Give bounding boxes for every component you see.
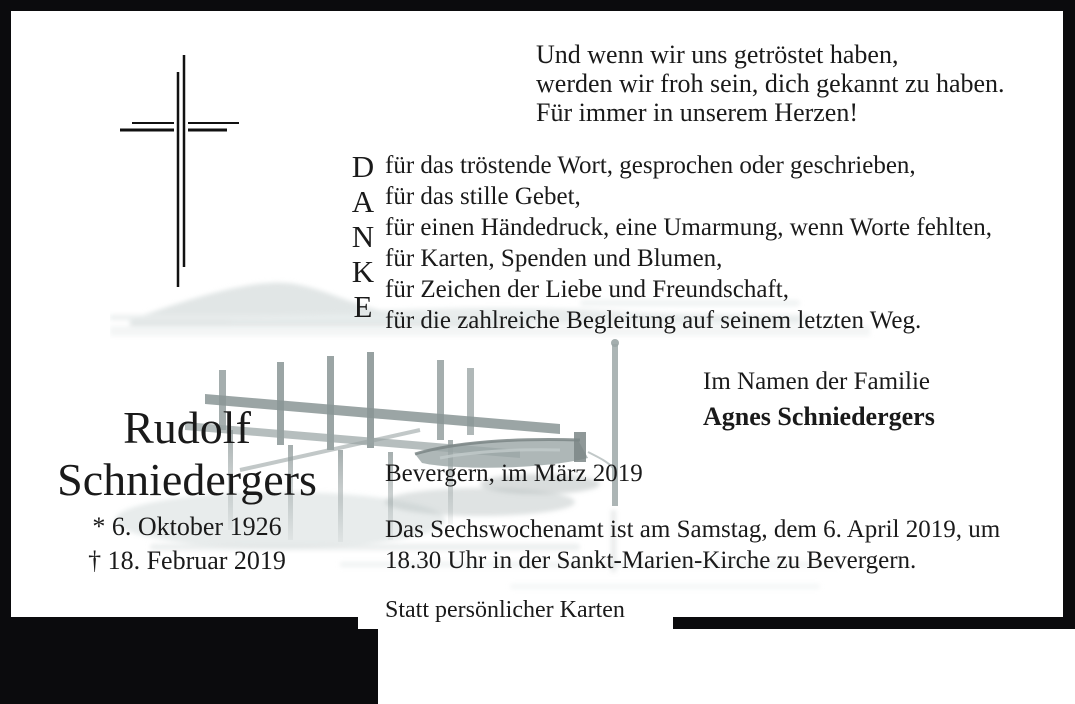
service-line: Das Sechswochenamt ist am Samstag, dem 6. April 2019, um <box>385 516 1001 543</box>
quote-line: Für immer in unserem Herzen! <box>536 98 859 127</box>
frame-border-right <box>1063 0 1075 629</box>
place-date-line: Bevergern, im März 2019 <box>385 460 643 487</box>
service-line: 18.30 Uhr in der Sankt-Marien-Kirche zu Bevergern. <box>385 547 917 574</box>
thanks-item: für das tröstende Wort, gesprochen oder geschrieben, <box>385 152 916 179</box>
deceased-first-name: Rudolf <box>123 402 251 453</box>
thanks-item: für das stille Gebet, <box>385 183 581 210</box>
frame-border-top <box>0 0 1075 11</box>
danke-vertical-word <box>344 149 382 324</box>
frame-border-left <box>0 0 11 629</box>
family-intro: Im Namen der Familie <box>703 368 931 395</box>
thanks-item: für Karten, Spenden und Blumen, <box>385 245 723 272</box>
condolence-quote <box>536 40 1005 127</box>
danke-letter: N <box>351 219 375 254</box>
death-date: † 18. Februar 2019 <box>88 546 286 575</box>
deceased-last-name: Schniedergers <box>57 454 317 505</box>
quote-line: Und wenn wir uns getröstet haben, <box>536 40 899 69</box>
thanks-item: für die zahlreiche Begleitung auf seinem letzten Weg. <box>385 307 922 334</box>
frame-border-bottom-right-segment <box>673 617 1075 629</box>
danke-letter: D <box>351 149 375 184</box>
memorial-cross-icon <box>105 45 255 300</box>
danke-letter: K <box>351 254 375 289</box>
adjacent-black-block <box>0 629 378 704</box>
thanks-item: für Zeichen der Liebe und Freundschaft, <box>385 276 790 303</box>
quote-line: werden wir froh sein, dich gekannt zu haben. <box>536 69 1005 98</box>
frame-border-bottom-left-segment <box>0 617 358 629</box>
family-signature-block <box>703 366 935 432</box>
danke-letter: A <box>351 184 375 219</box>
service-announcement <box>385 514 1000 576</box>
closing-line: Statt persönlicher Karten <box>385 597 625 623</box>
family-signature-name: Agnes Schniedergers <box>703 402 935 431</box>
deceased-block <box>20 402 354 578</box>
birth-date: * 6. Oktober 1926 <box>92 512 282 541</box>
thanks-item: für einen Händedruck, eine Umarmung, wenn Worte fehlten, <box>385 214 993 241</box>
danke-letter: E <box>353 289 373 324</box>
thanks-list <box>385 150 992 336</box>
